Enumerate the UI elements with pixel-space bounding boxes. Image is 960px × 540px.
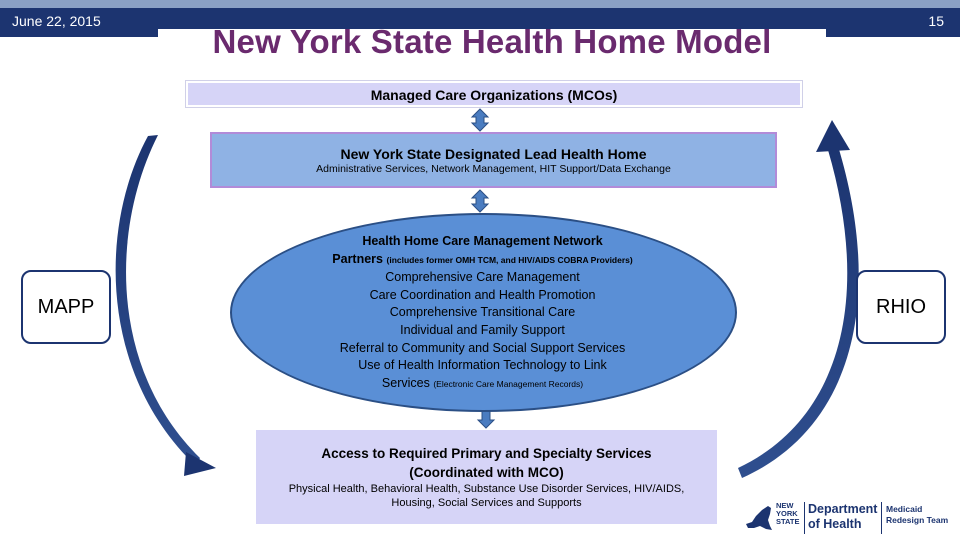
network-service-note: (Electronic Care Management Records) <box>433 378 584 389</box>
slide-date: June 22, 2015 <box>12 13 101 29</box>
network-title-line2: Partners (includes former OMH TCM, and HIV/AIDS COBRA Providers) <box>332 251 633 266</box>
logo-divider <box>804 502 805 534</box>
logo-state-text: NEW YORK STATE <box>776 501 800 526</box>
slide-title: New York State Health Home Model <box>212 23 772 60</box>
new-york-state-map-icon <box>744 502 774 534</box>
left-curved-arrow <box>116 135 216 476</box>
network-service: Referral to Community and Social Support Services <box>339 340 626 355</box>
network-title-note: (includes former OMH TCM, and HIV/AIDS COBRA Providers) <box>386 254 633 265</box>
access-services-box <box>256 430 717 524</box>
lead-health-home-subtitle: Administrative Services, Network Management, HIT Support/Data Exchange <box>316 163 671 175</box>
mapp-box: MAPP <box>21 270 111 344</box>
page-number: 15 <box>928 13 944 29</box>
access-subtitle-line2: Housing, Social Services and Supports <box>391 497 582 509</box>
access-title-line1: Access to Required Primary and Specialty Services <box>321 446 652 461</box>
network-service: Use of Health Information Technology to Link <box>358 358 607 373</box>
access-title-line2: (Coordinated with MCO) <box>409 465 564 480</box>
network-service: Individual and Family Support <box>400 322 565 337</box>
lead-health-home-box <box>210 132 777 188</box>
network-service: Comprehensive Care Management <box>385 270 580 285</box>
network-service-last: Services (Electronic Care Management Records) <box>381 375 584 390</box>
mco-lead-connector <box>472 109 488 131</box>
care-management-network-text <box>300 233 665 393</box>
rhio-box: RHIO <box>856 270 946 344</box>
logo-divider <box>881 502 882 534</box>
access-subtitle-line1: Physical Health, Behavioral Health, Substance Use Disorder Services, HIV/AIDS, <box>288 483 685 495</box>
logo-team-text: Medicaid Redesign Team <box>886 504 949 525</box>
nys-doh-logo <box>744 500 954 538</box>
logo-department-text: Department of Health <box>808 502 878 531</box>
mco-box: Managed Care Organizations (MCOs) <box>186 81 802 107</box>
lead-health-home-title: New York State Designated Lead Health Home <box>340 146 647 162</box>
network-title-line1: Health Home Care Management Network <box>362 234 603 248</box>
network-service: Care Coordination and Health Promotion <box>369 287 596 302</box>
lead-network-connector <box>472 190 488 212</box>
network-service: Comprehensive Transitional Care <box>389 305 576 320</box>
